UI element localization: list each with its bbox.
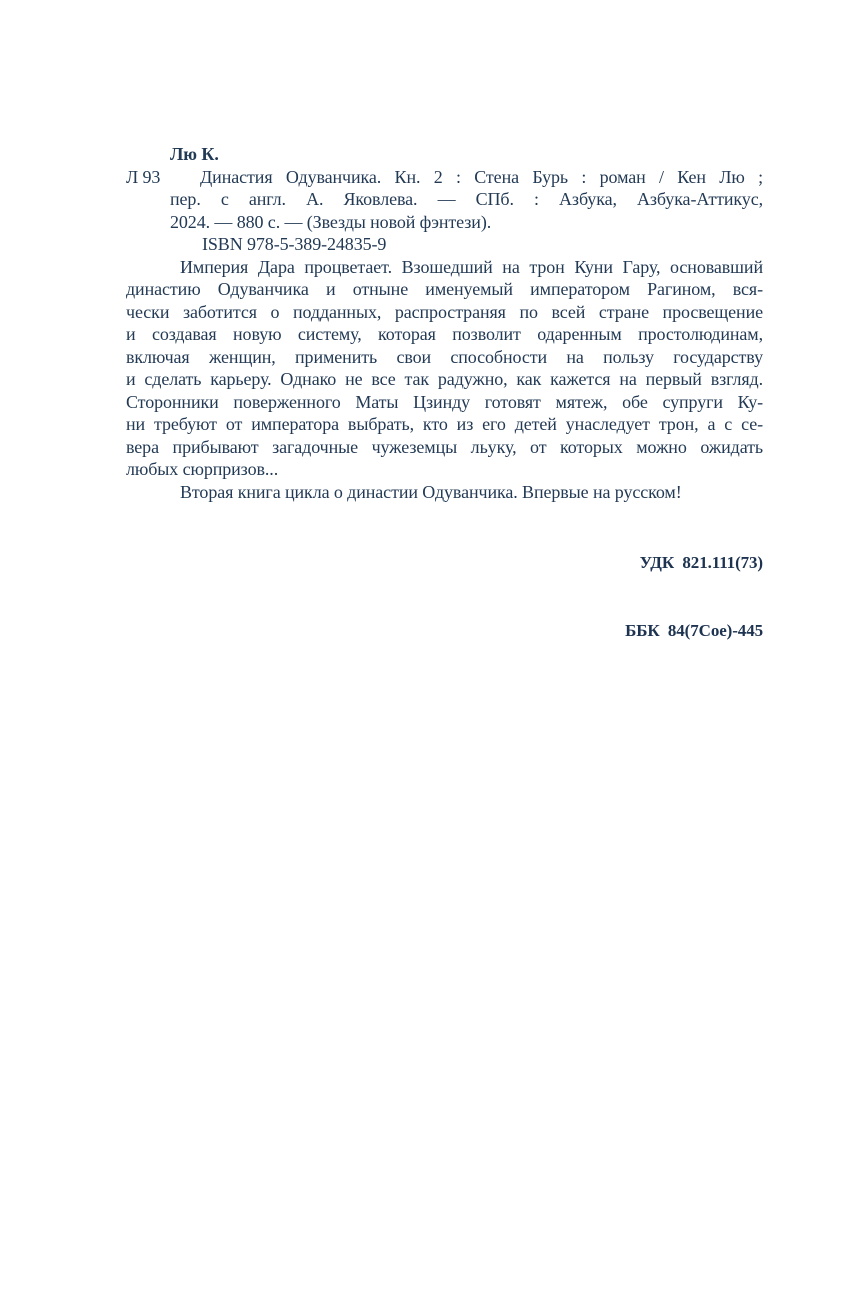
classification-code: Л 93 [126, 166, 161, 187]
annotation-line: династию Одуванчика и отныне именуемый императором Рагином, вся- [126, 279, 763, 299]
classification-codes [126, 507, 763, 687]
udk-code: УДК 821.111(73) [639, 553, 763, 572]
closing-line: Вторая книга цикла о династии Одуванчика. Впервые на русском! [180, 481, 682, 502]
bib-entry-line: 2024. — 880 с. — (Звезды новой фэнтези). [170, 211, 492, 232]
bib-entry-line: Династия Одуванчика. Кн. 2 : Стена Бурь : роман / Кен Лю ; [200, 166, 763, 187]
annotation-line: включая женщин, применить свои способности на пользу государству [126, 346, 763, 367]
bibliographic-block [126, 143, 763, 687]
annotation-line: чески заботится о подданных, распространяя по всей стране просвещение [126, 301, 763, 322]
bbk-code: ББК 84(7Сое)-445 [625, 620, 763, 640]
annotation-line: Империя Дара процветает. Взошедший на трон Куни Гару, основавший [180, 256, 763, 277]
annotation-line: и сделать карьеру. Однако не все так радужно, как кажется на первый взгляд. [126, 369, 763, 389]
annotation-line: любых сюрпризов... [126, 459, 279, 479]
annotation-line: и создавая новую систему, которая позволит одаренным простолюдинам, [126, 324, 763, 344]
annotation-line: вера прибывают загадочные чужеземцы льуку, от которых можно ожидать [126, 436, 763, 457]
isbn-line: ISBN 978-5-389-24835-9 [202, 234, 387, 254]
bib-entry-line: пер. с англ. А. Яковлева. — СПб. : Азбука, Азбука-Аттикус, [170, 189, 763, 209]
annotation-line: Сторонники поверженного Маты Цзинду готовят мятеж, обе супруги Ку- [126, 391, 763, 412]
annotation-line: ни требуют от императора выбрать, кто из его детей унаследует трон, а с се- [126, 414, 763, 434]
author-heading: Лю К. [170, 144, 219, 164]
